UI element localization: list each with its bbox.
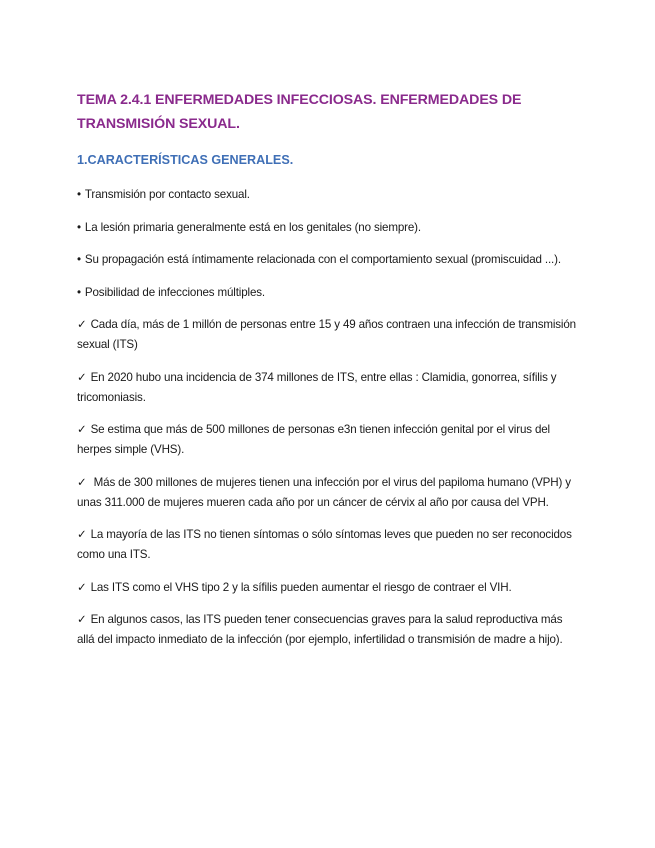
checkmark-icon: ✓ <box>77 370 87 384</box>
check-paragraph <box>77 420 577 460</box>
checkmark-icon: ✓ <box>77 318 87 331</box>
checkmark-icon: ✓ <box>77 613 87 626</box>
page-title: TEMA 2.4.1 ENFERMEDADES INFECCIOSAS. ENFERMEDADES DE TRANSMISIÓN SEXUAL. <box>77 92 522 132</box>
check-paragraph <box>77 610 577 650</box>
check-text: Más de 300 millones de mujeres tienen una infección por el virus del papiloma humano (VPH) y unas 311.000 de mujeres mueren cada año por un cáncer de cérvix al año por causa del VPH. <box>77 475 571 509</box>
bullet-text: La lesión primaria generalmente está en los genitales (no siempre). <box>84 220 421 234</box>
section-heading: 1.CARACTERÍSTICAS GENERALES. <box>77 153 294 167</box>
checkmark-icon: ✓ <box>77 475 87 489</box>
bullet-icon: • <box>77 253 81 266</box>
bullet-text: Posibilidad de infecciones múltiples. <box>84 285 265 299</box>
check-paragraph <box>77 578 577 598</box>
checkmark-icon: ✓ <box>77 528 87 541</box>
bullet-icon: • <box>77 188 81 201</box>
bullet-paragraph <box>77 218 577 238</box>
check-text: La mayoría de las ITS no tienen síntomas o sólo síntomas leves que pueden no ser reconocidos como una ITS. <box>77 528 572 561</box>
checkmark-icon: ✓ <box>77 580 87 594</box>
check-text: Cada día, más de 1 millón de personas entre 15 y 49 años contraen una infección de transmisión sexual (ITS) <box>77 318 576 351</box>
check-paragraph <box>77 473 577 513</box>
check-paragraph <box>77 525 577 565</box>
bullet-text: Su propagación está íntimamente relacionada con el comportamiento sexual (promiscuidad ...). <box>84 253 561 266</box>
checkmark-icon: ✓ <box>77 423 87 436</box>
bullet-text: Transmisión por contacto sexual. <box>84 188 250 201</box>
check-paragraph <box>77 368 577 408</box>
check-text: Se estima que más de 500 millones de personas e3n tienen infección genital por el virus del herpes simple (VHS). <box>77 423 550 456</box>
bullet-paragraph <box>77 185 577 205</box>
bullet-paragraph <box>77 283 577 303</box>
check-text: En 2020 hubo una incidencia de 374 millones de ITS, entre ellas : Clamidia, gonorrea, sífilis y tricomoniasis. <box>77 370 557 404</box>
check-paragraph <box>77 315 577 355</box>
document-page <box>77 88 577 663</box>
bullet-icon: • <box>77 285 81 299</box>
bullet-icon: • <box>77 220 81 234</box>
bullet-paragraph <box>77 250 577 270</box>
check-text: Las ITS como el VHS tipo 2 y la sífilis pueden aumentar el riesgo de contraer el VIH. <box>90 580 512 594</box>
check-text: En algunos casos, las ITS pueden tener consecuencias graves para la salud reproductiva más allá del impacto inmediato de la infección (por ejemplo, infertilidad o transmisión de madre a hijo). <box>77 613 563 646</box>
